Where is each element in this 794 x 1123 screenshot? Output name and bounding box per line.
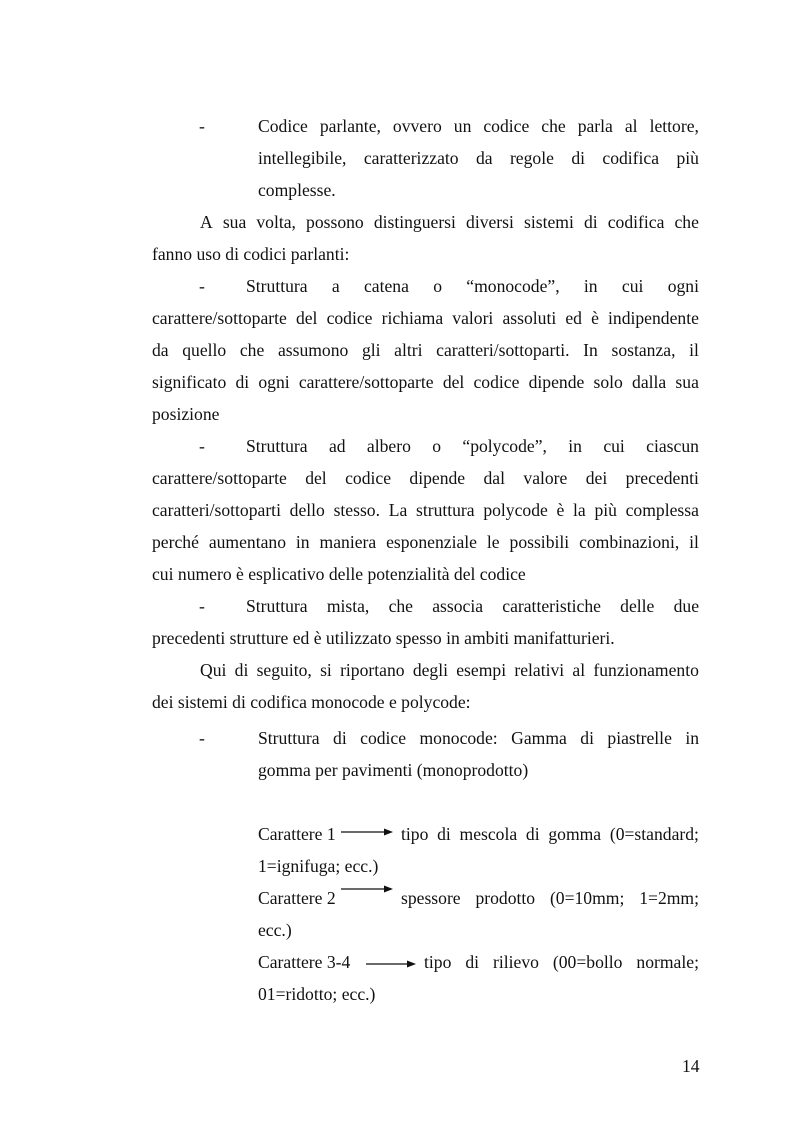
example-label: Carattere 2 [258, 888, 336, 908]
word: (0=10mm; [549, 888, 625, 908]
word: più [676, 148, 699, 168]
monocode-line1 [246, 278, 699, 296]
word: albero [366, 436, 411, 456]
monocode-dash: - [199, 276, 205, 296]
word: valori [452, 308, 494, 328]
word: il [689, 340, 699, 360]
word: riportano [340, 660, 405, 680]
word: monocode: [419, 728, 498, 748]
polycode-line2 [152, 470, 699, 488]
para2-line2: dei sistemi di codifica monocode e polycode: [152, 692, 471, 712]
word: caratteristiche [502, 596, 601, 616]
word: regole [509, 148, 554, 168]
word: valore [523, 468, 568, 488]
word: ogni [667, 276, 699, 296]
word: richiama [381, 308, 444, 328]
word: carattere/sottoparte [298, 372, 434, 392]
word: in [583, 276, 598, 296]
word: o [432, 436, 442, 456]
word: in [295, 532, 310, 552]
word: del [295, 308, 318, 328]
word: sistemi [524, 212, 574, 232]
word: (0=standard; [609, 824, 699, 844]
word: tipo [424, 952, 452, 972]
word: codice [360, 728, 407, 748]
word: caratterizzato [363, 148, 459, 168]
word: “polycode”, [462, 436, 547, 456]
word: che [388, 596, 413, 616]
word: possibili [509, 532, 570, 552]
word: che [674, 212, 699, 232]
para1-line2: fanno uso di codici parlanti: [152, 244, 350, 264]
word: cui [621, 276, 644, 296]
word: ed [565, 308, 582, 328]
word: sua [222, 212, 247, 232]
mista-line2: precedenti strutture ed è utilizzato spesso in ambiti manifatturieri. [152, 628, 615, 648]
word: “monocode”, [466, 276, 560, 296]
word: perché [152, 532, 199, 552]
word: complessa [625, 500, 699, 520]
page-number: 14 [682, 1056, 700, 1076]
word: del [305, 468, 327, 488]
example-label: Carattere 3-4 [258, 952, 351, 972]
word: che [541, 116, 566, 136]
word: spessore [401, 888, 461, 908]
example-desc-line1 [424, 954, 699, 972]
example-label: Carattere 1 [258, 824, 336, 844]
word: (00=bollo [552, 952, 623, 972]
polycode-line3 [152, 502, 699, 520]
word: un [453, 116, 472, 136]
word: solo [593, 372, 623, 392]
word: codice [326, 308, 373, 328]
word: Codice [258, 116, 308, 136]
word: maniera [319, 532, 377, 552]
word: volta, [256, 212, 296, 232]
word: indipendente [608, 308, 699, 328]
word: quello [182, 340, 227, 360]
word: caratteri/sottoparti [152, 500, 281, 520]
word: prodotto [475, 888, 536, 908]
word: La [388, 500, 408, 520]
word: Struttura [246, 596, 308, 616]
word: in [568, 436, 582, 456]
word: aumentano [208, 532, 286, 552]
monocode-line3 [152, 342, 699, 360]
word: possono [306, 212, 364, 232]
word: gomma [548, 824, 602, 844]
word: la [573, 500, 586, 520]
word: si [320, 660, 332, 680]
word: ovvero [392, 116, 442, 136]
word: significato [152, 372, 227, 392]
word: le [486, 532, 500, 552]
word: è [556, 500, 565, 520]
word: del [442, 372, 465, 392]
monocode-line4 [152, 374, 699, 392]
word: assoluti [502, 308, 557, 328]
word: dello [289, 500, 325, 520]
word: dal [483, 468, 505, 488]
mista-dash: - [199, 596, 205, 616]
word: codice [483, 116, 530, 136]
word: caratteri/sottoparti. [436, 340, 570, 360]
word: al [624, 116, 638, 136]
word: parlante, [319, 116, 381, 136]
word: mista, [326, 596, 370, 616]
word: precedenti [625, 468, 699, 488]
word: carattere/sottoparte [152, 468, 287, 488]
word: stesso. [333, 500, 380, 520]
monocode-line2 [152, 310, 699, 328]
word: rilievo [493, 952, 539, 972]
word: di [580, 728, 594, 748]
word: dalla [632, 372, 667, 392]
word: carattere/sottoparte [152, 308, 287, 328]
example-desc-line2: ecc.) [258, 920, 292, 940]
word: Struttura [258, 728, 320, 748]
word: assumono [277, 340, 349, 360]
word: sua [675, 372, 699, 392]
word: di [437, 824, 451, 844]
bullet-dash: - [199, 116, 205, 136]
bullet2-line2: gomma per pavimenti (monoprodotto) [258, 760, 529, 780]
example-desc-line1 [401, 890, 699, 908]
word: al [572, 660, 586, 680]
word: ad [328, 436, 346, 456]
word: Gamma [511, 728, 567, 748]
word: dei [585, 468, 608, 488]
word: polycode [483, 500, 548, 520]
monocode-line5: posizione [152, 404, 220, 424]
word: di [333, 728, 347, 748]
word: più [594, 500, 617, 520]
word: Struttura [246, 436, 308, 456]
word: da [152, 340, 169, 360]
word: struttura [415, 500, 475, 520]
bullet1-line3: complesse. [258, 180, 336, 200]
right-arrow-icon [341, 827, 393, 837]
word: associa [432, 596, 484, 616]
para2-line1 [200, 662, 699, 680]
word: è [591, 308, 599, 328]
word: o [433, 276, 442, 296]
word: ogni [258, 372, 290, 392]
word: codice [345, 468, 392, 488]
word: A [200, 212, 213, 232]
word: di [465, 952, 480, 972]
word: Qui [200, 660, 227, 680]
word: in [685, 728, 699, 748]
word: codifica [602, 148, 660, 168]
word: codice [473, 372, 520, 392]
word: relativi [514, 660, 565, 680]
word: distinguersi [373, 212, 456, 232]
word: gli [361, 340, 381, 360]
word: dipende [528, 372, 585, 392]
example-desc-line2: 1=ignifuga; ecc.) [258, 856, 379, 876]
word: In [583, 340, 598, 360]
word: esempi [456, 660, 507, 680]
word: codifica [607, 212, 665, 232]
bullet1-line1 [258, 118, 699, 136]
bullet1-line2 [258, 150, 699, 168]
word: lettore, [649, 116, 699, 136]
word: dipende [409, 468, 466, 488]
word: di [571, 148, 585, 168]
word: 1=2mm; [639, 888, 699, 908]
word: ciascun [646, 436, 699, 456]
word: catena [363, 276, 409, 296]
word: altri [394, 340, 423, 360]
para1-line1 [200, 214, 699, 232]
word: intellegibile, [258, 148, 347, 168]
word: che [239, 340, 265, 360]
word: di [583, 212, 598, 232]
word: Struttura [246, 276, 308, 296]
example-desc-line2: 01=ridotto; ecc.) [258, 984, 376, 1004]
word: piastrelle [607, 728, 672, 748]
word: diversi [466, 212, 514, 232]
mista-line1 [246, 598, 699, 616]
polycode-line4 [152, 534, 699, 552]
word: di [234, 660, 249, 680]
bullet2-dash: - [199, 728, 205, 748]
word: a [331, 276, 340, 296]
word: sostanza, [611, 340, 676, 360]
word: di [235, 372, 250, 392]
word: mescola [459, 824, 518, 844]
word: degli [412, 660, 448, 680]
bullet2-line1 [258, 730, 699, 748]
word: due [673, 596, 699, 616]
word: cui [603, 436, 625, 456]
word: seguito, [256, 660, 312, 680]
word: funzionamento [593, 660, 699, 680]
right-arrow-icon [341, 884, 393, 894]
word: parla [577, 116, 613, 136]
word: tipo [401, 824, 429, 844]
word: il [689, 532, 699, 552]
polycode-dash: - [199, 436, 205, 456]
polycode-line1 [246, 438, 699, 456]
polycode-line5: cui numero è esplicativo delle potenzialità del codice [152, 564, 526, 584]
example-desc-line1 [401, 826, 699, 844]
word: di [525, 824, 540, 844]
word: esponenziale [386, 532, 477, 552]
word: normale; [636, 952, 699, 972]
right-arrow-icon [366, 959, 416, 969]
word: da [475, 148, 493, 168]
word: combinazioni, [579, 532, 680, 552]
word: delle [620, 596, 655, 616]
